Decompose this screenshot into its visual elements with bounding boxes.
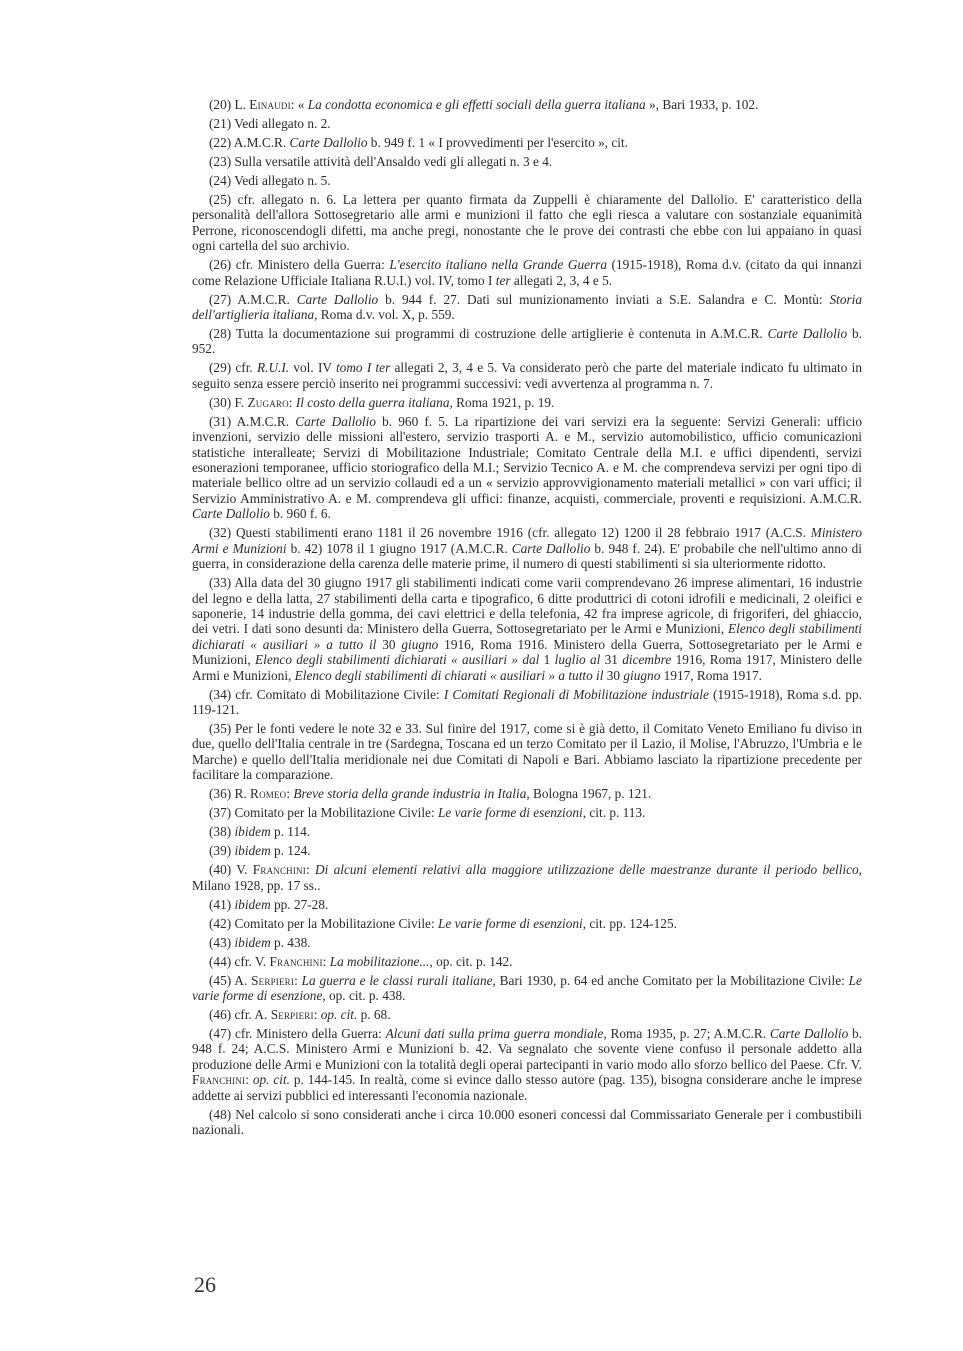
footnote-text: cfr. V. Franchini: La mobilitazione..., op. cit. p. 142. xyxy=(234,953,513,969)
footnote-text: cfr. Ministero della Guerra: L'esercito italiano nella Grande Guerra (1915-1918), Roma d.v. (citato da qui innanzi come Relazione Ufficiale Italiana R.U.I.) vol. IV, tomo I ter allegati 2, 3, 4 e 5. xyxy=(192,257,862,288)
footnote-text: Vedi allegato n. 5. xyxy=(234,173,331,188)
footnote xyxy=(192,862,862,893)
footnote xyxy=(192,824,862,839)
footnote-number: (29) xyxy=(209,360,236,376)
footnote xyxy=(192,935,862,950)
footnote xyxy=(192,1107,862,1138)
footnote-text: cfr. Ministero della Guerra: Alcuni dati sulla prima guerra mondiale, Roma 1935, p. 27; A.M.C.R. Carte Dallolio b. 948 f. 24; A.C.S. Ministero Armi e Munizioni b. 42. Va segnalato che sovente viene confuso il personale addetto alla produzione delle Armi e Munizioni con la totalità degli operai partecipanti in vario modo allo sforzo bellico del Paese. Cfr. V. Franchini: op. cit. p. 144-145. In realtà, come si evince dallo stesso autore (pag. 135), bisogna considerare anche le imprese addette ai servizi pubblici ed interessanti l'economia nazionale. xyxy=(192,1025,863,1103)
footnote-text: Vedi allegato n. 2. xyxy=(234,116,331,131)
footnote-number: (26) xyxy=(209,257,236,273)
footnote-number: (23) xyxy=(209,154,235,169)
footnote xyxy=(192,135,862,150)
footnote xyxy=(192,395,862,410)
footnote-text: ibidem p. 124. xyxy=(234,843,311,859)
footnote xyxy=(192,257,862,288)
footnote xyxy=(192,687,862,718)
footnote-number: (43) xyxy=(209,934,235,950)
page-number: 26 xyxy=(194,1272,216,1297)
footnote-number: (27) xyxy=(209,291,238,307)
footnote-text: cfr. A. Serpieri: op. cit. p. 68. xyxy=(234,1006,391,1022)
footnote xyxy=(192,1026,862,1103)
footnote xyxy=(192,786,862,801)
footnote-number: (34) xyxy=(209,686,236,702)
footnote-text: A.M.C.R. Carte Dallolio b. 960 f. 5. La ripartizione dei vari servizi era la seguente: Servizi Generali: ufficio invenzioni, servizio delle missioni all'estero, servizio trasporti A. e M., servizio automobilistico, ufficio comunicazioni statistiche interalleate; Servizi di Mobilitazione Industriale; Comitato Centrale della M.I. e uffici dipendenti, servizi esonerazioni temporanee, ufficio storiografico della M.I.; Servizio Tecnico A. e M. che comprendeva servizi per ogni tipo di materiale bellico oltre ad un servizio collaudi ed a un « servizio approvvigionamento materiali metallici » con vari uffici; il Servizio Amministrativo A. e M. comprendeva gli uffici: finanze, acquisti, commerciale, proventi e requisizioni. A.M.C.R. Carte Dallolio b. 960 f. 6. xyxy=(192,413,862,522)
footnote xyxy=(192,292,862,323)
footnote-text: Comitato per la Mobilitazione Civile: Le varie forme di esenzioni, cit. pp. 124-125. xyxy=(234,915,677,931)
footnote xyxy=(192,360,862,391)
footnote-text: F. Zugaro: Il costo della guerra italiana, Roma 1921, p. 19. xyxy=(234,394,555,410)
footnote xyxy=(192,575,862,683)
footnote-text: Questi stabilimenti erano 1181 il 26 novembre 1916 (cfr. allegato 12) 1200 il 28 febbraio 1917 (A.C.S. Ministero Armi e Munizioni b. 42) 1078 il 1 giugno 1917 (A.M.C.R. Carte Dallolio b. 948 f. 24). E' probabile che nell'ultimo anno di guerra, in considerazione della carenza delle materie prime, il numero di questi stabilimenti si sia ulteriormente ridotto. xyxy=(192,525,862,572)
footnote-number: (33) xyxy=(209,575,235,591)
footnote-number: (22) xyxy=(209,135,234,150)
footnote-number: (48) xyxy=(209,1106,236,1122)
footnote-text: A.M.C.R. Carte Dallolio b. 944 f. 27. Dati sul munizionamento inviati a S.E. Salandra e C. Montù: Storia dell'artiglieria italiana, Roma d.v. vol. X, p. 559. xyxy=(192,291,863,323)
footnote-number: (31) xyxy=(209,413,237,429)
footnote xyxy=(192,721,862,783)
footnote-text: V. Franchini: Di alcuni elementi relativi alla maggiore utilizzazione delle maestranze durante il periodo bellico, Milano 1928, pp. 17 ss.. xyxy=(192,862,862,893)
footnote-text: Per le fonti vedere le note 32 e 33. Sul finire del 1917, come si è già detto, il Comitato Veneto Emiliano fu diviso in due, quello dell'Italia centrale in tre (Sardegna, Toscana ed un terzo Comitato per il Lazio, il Molise, l'Abruzzo, l'Umbria e le Marche) e quello dell'Italia meridionale nei due Comitati di Napoli e Bari. Abbiamo lasciato la ripartizione precedente per facilitare la comparazione. xyxy=(192,720,862,783)
footnote-text: Tutta la documentazione sui programmi di costruzione delle artiglierie è contenuta in A.M.C.R. Carte Dallolio b. 952. xyxy=(192,326,863,357)
footnote xyxy=(192,805,862,820)
footnote xyxy=(192,192,862,254)
footnote-text: cfr. allegato n. 6. La lettera per quanto firmata da Zuppelli è chiaramente del Dallolio. E' caratteristico della personalità dell'allora Sottosegretario alle armi e munizioni il fatto che egli riesca a valutare con sostanziale equanimità Perrone, riconoscendogli difetti, ma anche pregi, nonostante che le prove dei contrasti che ebbe con lui appaiano in quasi ogni cartella del suo archivio. xyxy=(192,192,862,254)
footnote xyxy=(192,414,862,522)
footnote-number: (41) xyxy=(209,896,235,912)
footnote xyxy=(192,1007,862,1022)
footnote xyxy=(192,97,862,112)
footnote xyxy=(192,326,862,357)
footnote-number: (36) xyxy=(209,786,235,802)
footnote xyxy=(192,973,862,1004)
footnote-number: (40) xyxy=(209,862,237,878)
footnote xyxy=(192,954,862,969)
footnote-number: (24) xyxy=(209,173,235,188)
footnote-number: (39) xyxy=(209,843,235,859)
footnote-text: A.M.C.R. Carte Dallolio b. 949 f. 1 « I provvedimenti per l'esercito », cit. xyxy=(233,135,628,150)
footnote xyxy=(192,916,862,931)
footnote-number: (42) xyxy=(209,915,235,931)
footnote-text: Sulla versatile attività dell'Ansaldo vedi gli allegati n. 3 e 4. xyxy=(234,154,553,169)
footnote-number: (47) xyxy=(209,1025,235,1041)
footnote-number: (32) xyxy=(209,525,236,541)
footnote-number: (25) xyxy=(209,192,238,207)
footnote xyxy=(192,525,862,571)
footnote-text: cfr. R.U.I. vol. IV tomo I ter allegati 2, 3, 4 e 5. Va considerato però che parte del materiale indicato fu ultimato in seguito senza essere perciò inserito nei programmi successivi: vedi avvertenza al programma n. 7. xyxy=(192,360,862,391)
footnote-text: R. Romeo: Breve storia della grande industria in Italia, Bologna 1967, p. 121. xyxy=(234,786,652,802)
footnote-number: (20) xyxy=(209,97,235,112)
footnote-text: Nel calcolo si sono considerati anche i circa 10.000 esoneri concessi dal Commissariato Generale per i combustibili nazionali. xyxy=(192,1106,862,1137)
footnote-number: (21) xyxy=(209,116,235,131)
footnote-number: (46) xyxy=(209,1006,235,1022)
footnote xyxy=(192,897,862,912)
footnote-number: (37) xyxy=(209,805,235,821)
footnote-number: (38) xyxy=(209,824,235,840)
footnote-text: A. Serpieri: La guerra e le classi rurali italiane, Bari 1930, p. 64 ed anche Comitato per la Mobilitazione Civile: Le varie forme di esenzione, op. cit. p. 438. xyxy=(192,972,862,1003)
footnote-number: (30) xyxy=(209,394,235,410)
footnote-text: cfr. Comitato di Mobilitazione Civile: I Comitati Regionali di Mobilitazione industriale (1915-1918), Roma s.d. pp. 119-121. xyxy=(192,686,862,717)
footnote xyxy=(192,154,862,169)
footnote-text: Comitato per la Mobilitazione Civile: Le varie forme di esenzioni, cit. p. 113. xyxy=(234,805,646,821)
footnote xyxy=(192,116,862,131)
footnote-text: ibidem p. 114. xyxy=(234,824,311,840)
footnote-text: ibidem p. 438. xyxy=(234,934,311,950)
footnote xyxy=(192,173,862,188)
footnote-number: (28) xyxy=(209,326,236,342)
footnote-number: (35) xyxy=(209,720,235,736)
footnote xyxy=(192,843,862,858)
footnote-text: ibidem pp. 27-28. xyxy=(234,896,329,912)
footnote-number: (45) xyxy=(209,972,235,988)
footnotes-block xyxy=(192,97,862,1141)
footnote-text: Alla data del 30 giugno 1917 gli stabilimenti indicati come varii comprendevano 26 imprese alimentari, 16 industrie del legno e della latta, 27 stabilimenti della carta e tipografico, 6 ditte produttrici di cotoni idrofili e medicinali, 2 oleifici e saponerie, 14 industrie della gomma, dei cavi elettrici e della telefonia, 42 fra imprese agricole, di frigoriferi, del ghiaccio, dei vetri. I dati sono desunti da: Ministero della Guerra, Sottosegretariato per le Armi e Munizioni, Elenco degli stabilimenti dichiarati « ausiliari » a tutto il 30 giugno 1916, Roma 1916. Ministero della Guerra, Sottosegretariato per le Armi e Munizioni, Elenco degli stabilimenti dichiarati « ausiliari » dal 1 luglio al 31 dicembre 1916, Roma 1917, Ministero delle Armi e Munizioni, Elenco degli stabilimenti di chiarati « ausiliari » a tutto il 30 giugno 1917, Roma 1917. xyxy=(192,575,862,683)
footnote-text: L. Einaudi: « La condotta economica e gli effetti sociali della guerra italiana », Bari 1933, p. 102. xyxy=(234,97,759,112)
footnote-number: (44) xyxy=(209,953,235,969)
